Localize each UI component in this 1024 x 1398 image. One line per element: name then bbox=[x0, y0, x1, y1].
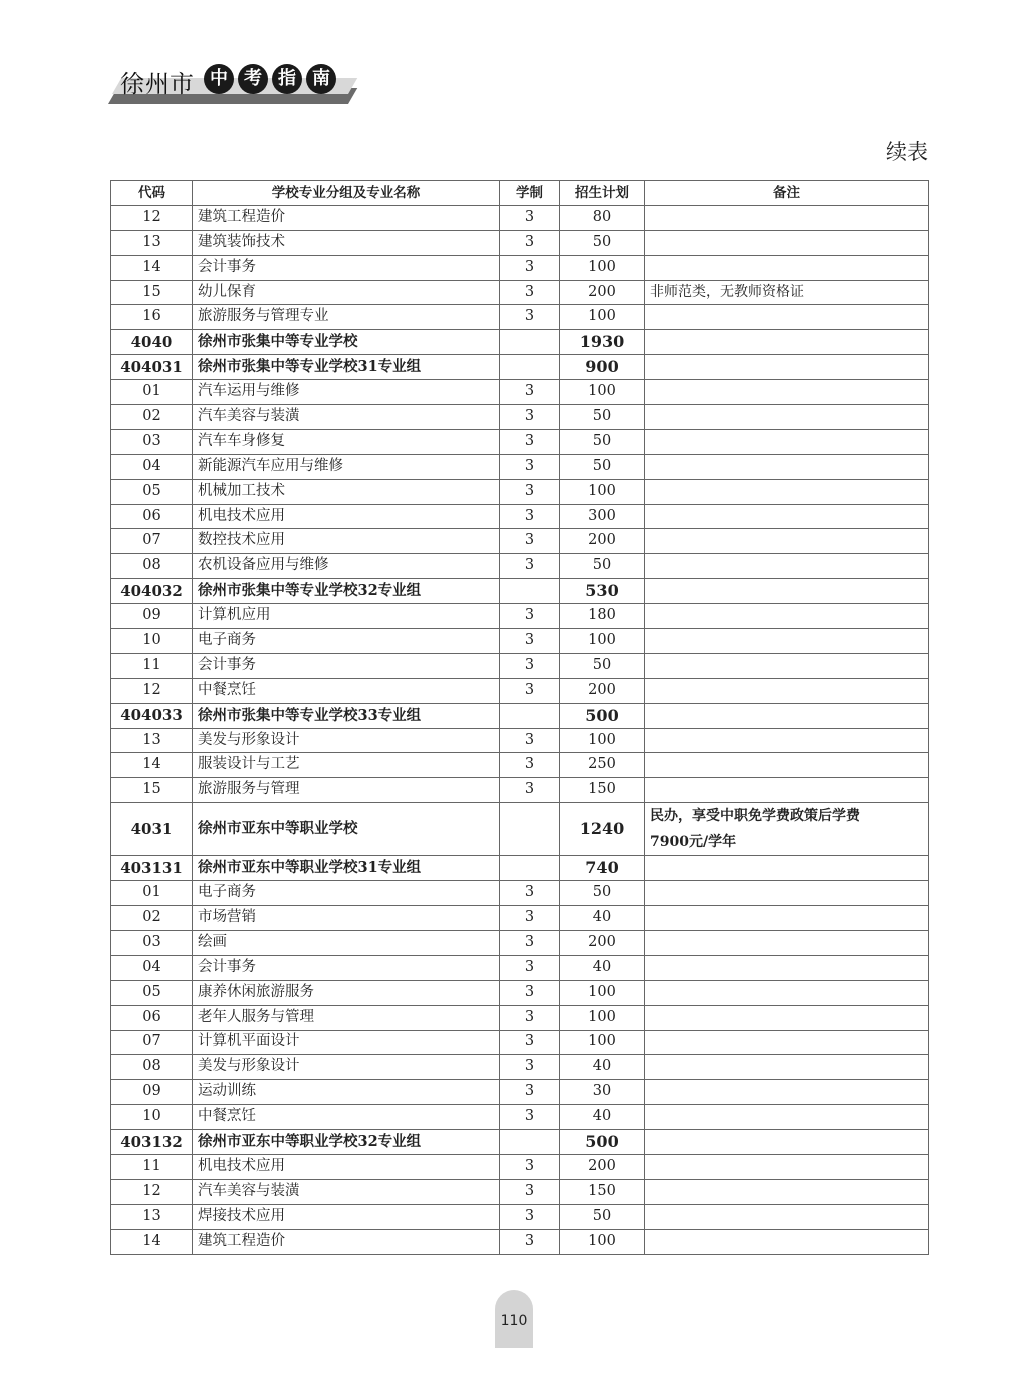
cell-name: 老年人服务与管理 bbox=[193, 1005, 500, 1030]
table-row bbox=[111, 653, 929, 678]
column-header-years: 学制 bbox=[500, 181, 560, 206]
cell-years bbox=[500, 803, 560, 856]
cell-years: 3 bbox=[500, 678, 560, 703]
cell-code: 13 bbox=[111, 728, 193, 753]
cell-note bbox=[645, 230, 929, 255]
cell-plan: 500 bbox=[560, 1130, 645, 1155]
cell-name: 计算机应用 bbox=[193, 604, 500, 629]
cell-code: 08 bbox=[111, 554, 193, 579]
cell-code: 06 bbox=[111, 1005, 193, 1030]
table-group-row bbox=[111, 703, 929, 728]
table-group-row bbox=[111, 330, 929, 355]
table-row bbox=[111, 1005, 929, 1030]
cell-note bbox=[645, 1030, 929, 1055]
cell-years bbox=[500, 355, 560, 380]
cell-code: 12 bbox=[111, 678, 193, 703]
table-group-row bbox=[111, 1130, 929, 1155]
cell-name: 康养休闲旅游服务 bbox=[193, 980, 500, 1005]
cell-name: 美发与形象设计 bbox=[193, 1055, 500, 1080]
cell-plan: 100 bbox=[560, 1229, 645, 1254]
cell-years: 3 bbox=[500, 255, 560, 280]
table-row bbox=[111, 380, 929, 405]
cell-years: 3 bbox=[500, 753, 560, 778]
cell-plan: 100 bbox=[560, 980, 645, 1005]
cell-name: 绘画 bbox=[193, 930, 500, 955]
cell-code: 13 bbox=[111, 230, 193, 255]
cell-plan: 1240 bbox=[560, 803, 645, 856]
cell-code: 05 bbox=[111, 479, 193, 504]
cell-plan: 100 bbox=[560, 255, 645, 280]
cell-years: 3 bbox=[500, 1005, 560, 1030]
cell-note bbox=[645, 955, 929, 980]
cell-code: 04 bbox=[111, 454, 193, 479]
header-badge-char: 中 bbox=[204, 64, 234, 94]
cell-code: 03 bbox=[111, 429, 193, 454]
cell-years: 3 bbox=[500, 1055, 560, 1080]
cell-plan: 30 bbox=[560, 1080, 645, 1105]
note-line: 民办，享受中职免学费政策后学费 bbox=[650, 808, 860, 825]
header-badge-char: 考 bbox=[238, 64, 268, 94]
cell-name: 会计事务 bbox=[193, 653, 500, 678]
cell-plan: 100 bbox=[560, 629, 645, 654]
cell-plan: 150 bbox=[560, 778, 645, 803]
cell-name: 机电技术应用 bbox=[193, 1154, 500, 1179]
table-row bbox=[111, 205, 929, 230]
table-group-row bbox=[111, 355, 929, 380]
cell-note bbox=[645, 906, 929, 931]
cell-years: 3 bbox=[500, 454, 560, 479]
cell-years: 3 bbox=[500, 778, 560, 803]
cell-note bbox=[645, 856, 929, 881]
cell-note bbox=[645, 604, 929, 629]
cell-note bbox=[645, 678, 929, 703]
cell-years: 3 bbox=[500, 504, 560, 529]
cell-name: 建筑工程造价 bbox=[193, 205, 500, 230]
cell-plan: 80 bbox=[560, 205, 645, 230]
cell-code: 02 bbox=[111, 906, 193, 931]
cell-note bbox=[645, 1154, 929, 1179]
cell-years: 3 bbox=[500, 554, 560, 579]
cell-code: 4040 bbox=[111, 330, 193, 355]
cell-code: 09 bbox=[111, 604, 193, 629]
cell-years bbox=[500, 579, 560, 604]
cell-years: 3 bbox=[500, 1154, 560, 1179]
cell-code: 403132 bbox=[111, 1130, 193, 1155]
cell-note bbox=[645, 504, 929, 529]
cell-note bbox=[645, 653, 929, 678]
cell-plan: 40 bbox=[560, 906, 645, 931]
cell-name: 数控技术应用 bbox=[193, 529, 500, 554]
cell-plan: 200 bbox=[560, 280, 645, 305]
table-row bbox=[111, 1030, 929, 1055]
cell-name: 机电技术应用 bbox=[193, 504, 500, 529]
cell-plan: 100 bbox=[560, 728, 645, 753]
cell-years: 3 bbox=[500, 604, 560, 629]
cell-note bbox=[645, 255, 929, 280]
table-group-row bbox=[111, 856, 929, 881]
cell-code: 14 bbox=[111, 753, 193, 778]
cell-note bbox=[645, 429, 929, 454]
cell-plan: 40 bbox=[560, 1105, 645, 1130]
cell-name: 建筑工程造价 bbox=[193, 1229, 500, 1254]
cell-note: 非师范类，无教师资格证 bbox=[645, 280, 929, 305]
cell-name: 农机设备应用与维修 bbox=[193, 554, 500, 579]
table-row bbox=[111, 1055, 929, 1080]
cell-name: 市场营销 bbox=[193, 906, 500, 931]
cell-name: 计算机平面设计 bbox=[193, 1030, 500, 1055]
cell-note bbox=[645, 629, 929, 654]
enrollment-table-container bbox=[110, 180, 928, 1255]
cell-years: 3 bbox=[500, 479, 560, 504]
cell-note bbox=[645, 728, 929, 753]
cell-name: 旅游服务与管理专业 bbox=[193, 305, 500, 330]
cell-name: 服装设计与工艺 bbox=[193, 753, 500, 778]
cell-note bbox=[645, 405, 929, 430]
cell-note bbox=[645, 1179, 929, 1204]
column-header-code: 代码 bbox=[111, 181, 193, 206]
cell-years bbox=[500, 1130, 560, 1155]
cell-code: 01 bbox=[111, 380, 193, 405]
header-city: 徐州市 bbox=[120, 70, 195, 98]
cell-plan: 200 bbox=[560, 678, 645, 703]
cell-name: 新能源汽车应用与维修 bbox=[193, 454, 500, 479]
cell-name: 建筑装饰技术 bbox=[193, 230, 500, 255]
cell-name: 徐州市张集中等专业学校33专业组 bbox=[193, 703, 500, 728]
cell-code: 05 bbox=[111, 980, 193, 1005]
enrollment-table bbox=[110, 180, 929, 1255]
cell-name: 汽车美容与装潢 bbox=[193, 1179, 500, 1204]
cell-note bbox=[645, 380, 929, 405]
cell-code: 14 bbox=[111, 1229, 193, 1254]
table-row bbox=[111, 230, 929, 255]
table-row bbox=[111, 1179, 929, 1204]
cell-note bbox=[645, 1229, 929, 1254]
cell-name: 美发与形象设计 bbox=[193, 728, 500, 753]
table-row bbox=[111, 629, 929, 654]
cell-plan: 100 bbox=[560, 1030, 645, 1055]
cell-years bbox=[500, 330, 560, 355]
cell-code: 11 bbox=[111, 1154, 193, 1179]
cell-code: 03 bbox=[111, 930, 193, 955]
cell-plan: 50 bbox=[560, 230, 645, 255]
table-group-row bbox=[111, 579, 929, 604]
cell-note bbox=[645, 753, 929, 778]
cell-years bbox=[500, 703, 560, 728]
cell-note bbox=[645, 1055, 929, 1080]
cell-code: 4031 bbox=[111, 803, 193, 856]
cell-note bbox=[645, 1130, 929, 1155]
cell-note bbox=[645, 529, 929, 554]
table-row bbox=[111, 604, 929, 629]
cell-name: 中餐烹饪 bbox=[193, 1105, 500, 1130]
cell-note bbox=[645, 205, 929, 230]
cell-years: 3 bbox=[500, 405, 560, 430]
table-row bbox=[111, 280, 929, 305]
cell-note bbox=[645, 930, 929, 955]
cell-name: 电子商务 bbox=[193, 881, 500, 906]
cell-code: 08 bbox=[111, 1055, 193, 1080]
cell-note bbox=[645, 479, 929, 504]
cell-name: 徐州市张集中等专业学校31专业组 bbox=[193, 355, 500, 380]
cell-note bbox=[645, 778, 929, 803]
cell-code: 02 bbox=[111, 405, 193, 430]
cell-code: 14 bbox=[111, 255, 193, 280]
column-header-plan: 招生计划 bbox=[560, 181, 645, 206]
cell-plan: 40 bbox=[560, 955, 645, 980]
cell-code: 12 bbox=[111, 1179, 193, 1204]
cell-note bbox=[645, 554, 929, 579]
cell-years: 3 bbox=[500, 1105, 560, 1130]
table-row bbox=[111, 778, 929, 803]
table-row bbox=[111, 728, 929, 753]
cell-name: 会计事务 bbox=[193, 255, 500, 280]
cell-name: 运动训练 bbox=[193, 1080, 500, 1105]
cell-years: 3 bbox=[500, 955, 560, 980]
table-row bbox=[111, 955, 929, 980]
page-number-tab bbox=[495, 1290, 533, 1348]
cell-name: 徐州市张集中等专业学校32专业组 bbox=[193, 579, 500, 604]
cell-code: 01 bbox=[111, 881, 193, 906]
cell-plan: 180 bbox=[560, 604, 645, 629]
cell-years: 3 bbox=[500, 728, 560, 753]
cell-code: 16 bbox=[111, 305, 193, 330]
cell-plan: 50 bbox=[560, 454, 645, 479]
cell-years: 3 bbox=[500, 205, 560, 230]
cell-code: 15 bbox=[111, 778, 193, 803]
cell-years: 3 bbox=[500, 881, 560, 906]
table-row bbox=[111, 930, 929, 955]
table-row bbox=[111, 504, 929, 529]
table-row bbox=[111, 479, 929, 504]
column-header-name: 学校专业分组及专业名称 bbox=[193, 181, 500, 206]
cell-plan: 150 bbox=[560, 1179, 645, 1204]
table-row bbox=[111, 1229, 929, 1254]
cell-name: 焊接技术应用 bbox=[193, 1204, 500, 1229]
cell-years: 3 bbox=[500, 1229, 560, 1254]
cell-plan: 100 bbox=[560, 305, 645, 330]
cell-plan: 100 bbox=[560, 1005, 645, 1030]
cell-plan: 500 bbox=[560, 703, 645, 728]
cell-plan: 50 bbox=[560, 1204, 645, 1229]
table-row bbox=[111, 255, 929, 280]
cell-note bbox=[645, 803, 929, 856]
table-row bbox=[111, 678, 929, 703]
table-row bbox=[111, 906, 929, 931]
page-header-banner bbox=[108, 58, 358, 108]
table-row bbox=[111, 554, 929, 579]
table-row bbox=[111, 753, 929, 778]
table-row bbox=[111, 1105, 929, 1130]
header-badge-char: 南 bbox=[306, 64, 336, 94]
cell-code: 06 bbox=[111, 504, 193, 529]
table-header-row bbox=[111, 181, 929, 206]
table-row bbox=[111, 881, 929, 906]
cell-note bbox=[645, 881, 929, 906]
table-row bbox=[111, 1204, 929, 1229]
cell-plan: 50 bbox=[560, 405, 645, 430]
cell-note bbox=[645, 355, 929, 380]
cell-plan: 1930 bbox=[560, 330, 645, 355]
continued-table-label: 续表 bbox=[886, 140, 928, 164]
cell-name: 汽车运用与维修 bbox=[193, 380, 500, 405]
table-group-row bbox=[111, 803, 929, 856]
cell-years: 3 bbox=[500, 230, 560, 255]
cell-name: 徐州市亚东中等职业学校32专业组 bbox=[193, 1130, 500, 1155]
cell-note bbox=[645, 579, 929, 604]
cell-years: 3 bbox=[500, 380, 560, 405]
cell-years: 3 bbox=[500, 629, 560, 654]
cell-plan: 200 bbox=[560, 1154, 645, 1179]
cell-code: 11 bbox=[111, 653, 193, 678]
cell-plan: 40 bbox=[560, 1055, 645, 1080]
cell-note bbox=[645, 1005, 929, 1030]
cell-plan: 200 bbox=[560, 529, 645, 554]
table-row bbox=[111, 980, 929, 1005]
cell-years bbox=[500, 856, 560, 881]
cell-years: 3 bbox=[500, 529, 560, 554]
cell-name: 汽车车身修复 bbox=[193, 429, 500, 454]
cell-code: 09 bbox=[111, 1080, 193, 1105]
cell-note bbox=[645, 454, 929, 479]
table-row bbox=[111, 1080, 929, 1105]
table-row bbox=[111, 529, 929, 554]
cell-note bbox=[645, 1080, 929, 1105]
cell-name: 徐州市张集中等专业学校 bbox=[193, 330, 500, 355]
cell-note bbox=[645, 1204, 929, 1229]
cell-years: 3 bbox=[500, 980, 560, 1005]
note-line: 7900元/学年 bbox=[650, 834, 737, 851]
table-row bbox=[111, 429, 929, 454]
cell-name: 汽车美容与装潢 bbox=[193, 405, 500, 430]
cell-name: 徐州市亚东中等职业学校 bbox=[193, 803, 500, 856]
cell-years: 3 bbox=[500, 930, 560, 955]
cell-name: 徐州市亚东中等职业学校31专业组 bbox=[193, 856, 500, 881]
cell-code: 404032 bbox=[111, 579, 193, 604]
table-row bbox=[111, 454, 929, 479]
cell-code: 07 bbox=[111, 1030, 193, 1055]
cell-plan: 50 bbox=[560, 881, 645, 906]
cell-plan: 530 bbox=[560, 579, 645, 604]
cell-years: 3 bbox=[500, 1030, 560, 1055]
page-number: 110 bbox=[500, 1313, 528, 1329]
cell-years: 3 bbox=[500, 1204, 560, 1229]
cell-plan: 50 bbox=[560, 429, 645, 454]
cell-years: 3 bbox=[500, 429, 560, 454]
cell-code: 12 bbox=[111, 205, 193, 230]
table-body bbox=[111, 205, 929, 1254]
cell-note bbox=[645, 703, 929, 728]
cell-name: 机械加工技术 bbox=[193, 479, 500, 504]
cell-plan: 50 bbox=[560, 554, 645, 579]
cell-code: 10 bbox=[111, 629, 193, 654]
cell-years: 3 bbox=[500, 280, 560, 305]
cell-years: 3 bbox=[500, 1080, 560, 1105]
header-badge-char: 指 bbox=[272, 64, 302, 94]
cell-plan: 50 bbox=[560, 653, 645, 678]
cell-plan: 300 bbox=[560, 504, 645, 529]
cell-years: 3 bbox=[500, 906, 560, 931]
cell-code: 404031 bbox=[111, 355, 193, 380]
cell-plan: 200 bbox=[560, 930, 645, 955]
cell-years: 3 bbox=[500, 1179, 560, 1204]
cell-note bbox=[645, 330, 929, 355]
table-row bbox=[111, 305, 929, 330]
cell-plan: 900 bbox=[560, 355, 645, 380]
cell-name: 中餐烹饪 bbox=[193, 678, 500, 703]
cell-plan: 100 bbox=[560, 479, 645, 504]
cell-years: 3 bbox=[500, 305, 560, 330]
cell-name: 会计事务 bbox=[193, 955, 500, 980]
cell-code: 04 bbox=[111, 955, 193, 980]
cell-name: 电子商务 bbox=[193, 629, 500, 654]
cell-code: 403131 bbox=[111, 856, 193, 881]
cell-note bbox=[645, 305, 929, 330]
cell-note bbox=[645, 980, 929, 1005]
table-row bbox=[111, 1154, 929, 1179]
cell-code: 404033 bbox=[111, 703, 193, 728]
cell-code: 15 bbox=[111, 280, 193, 305]
cell-note bbox=[645, 1105, 929, 1130]
cell-plan: 740 bbox=[560, 856, 645, 881]
cell-plan: 100 bbox=[560, 380, 645, 405]
cell-name: 旅游服务与管理 bbox=[193, 778, 500, 803]
column-header-note: 备注 bbox=[645, 181, 929, 206]
cell-name: 幼儿保育 bbox=[193, 280, 500, 305]
cell-code: 13 bbox=[111, 1204, 193, 1229]
table-row bbox=[111, 405, 929, 430]
cell-plan: 250 bbox=[560, 753, 645, 778]
cell-code: 10 bbox=[111, 1105, 193, 1130]
cell-years: 3 bbox=[500, 653, 560, 678]
cell-code: 07 bbox=[111, 529, 193, 554]
